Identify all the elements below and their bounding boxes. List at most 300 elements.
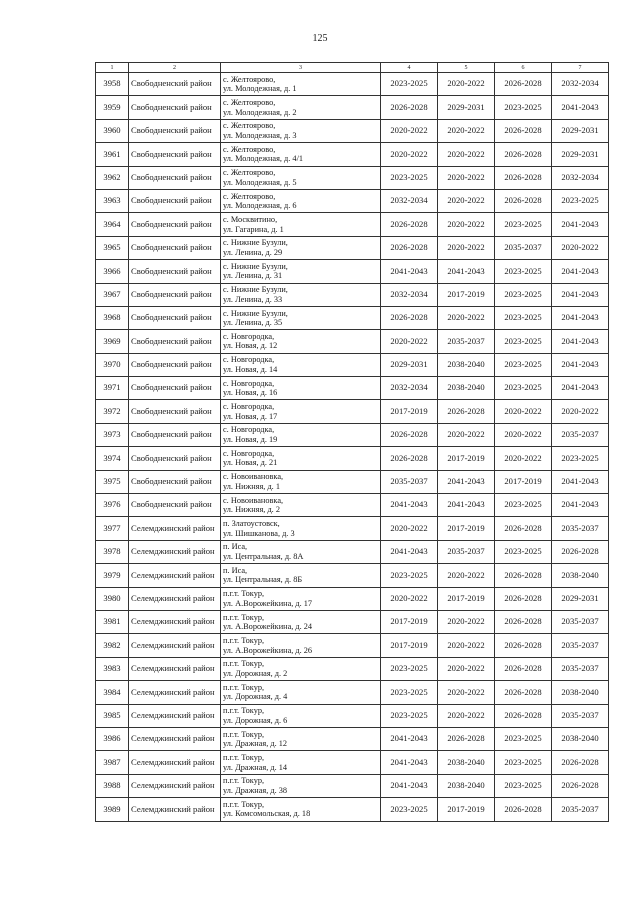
- address-locality: с. Новоивановка,: [223, 472, 284, 482]
- column-number: 1: [96, 63, 129, 73]
- period-cell: 2041-2043: [381, 774, 438, 797]
- row-number: 3981: [96, 610, 129, 633]
- period-cell: 2041-2043: [438, 494, 495, 517]
- table-row: [96, 634, 609, 657]
- address-street: ул. Ленина, д. 29: [223, 247, 283, 257]
- period-cell: 2026-2028: [381, 423, 438, 446]
- address-cell: [221, 564, 381, 587]
- address-locality: п. Иса,: [223, 542, 248, 552]
- district-cell: Свободненский район: [129, 143, 221, 166]
- table-row: [96, 306, 609, 329]
- period-cell: 2020-2022: [438, 119, 495, 142]
- period-cell: 2035-2037: [381, 470, 438, 493]
- period-cell: 2026-2028: [438, 727, 495, 750]
- address-cell: [221, 681, 381, 704]
- address-cell: [221, 330, 381, 353]
- address-street: ул. Дражная, д. 14: [223, 762, 288, 772]
- period-cell: 2020-2022: [438, 213, 495, 236]
- address-street: ул. Молодежная, д. 2: [223, 107, 297, 117]
- address-street: ул. Молодежная, д. 3: [223, 130, 297, 140]
- table-row: [96, 73, 609, 96]
- period-cell: 2023-2025: [381, 564, 438, 587]
- address-locality: с. Желтоярово,: [223, 168, 276, 178]
- period-cell: 2017-2019: [495, 470, 552, 493]
- period-cell: 2035-2037: [552, 704, 609, 727]
- period-cell: 2020-2022: [381, 517, 438, 540]
- address-locality: с. Нижние Бузули,: [223, 238, 288, 248]
- period-cell: 2020-2022: [495, 447, 552, 470]
- address-cell: [221, 704, 381, 727]
- address-locality: с. Новгородка,: [223, 355, 275, 365]
- period-cell: 2026-2028: [495, 517, 552, 540]
- period-cell: 2026-2028: [495, 143, 552, 166]
- table-row: [96, 517, 609, 540]
- address-locality: п.г.т. Токур,: [223, 659, 265, 669]
- address-locality: с. Новгородка,: [223, 331, 275, 341]
- table-row: [96, 236, 609, 259]
- address-cell: [221, 494, 381, 517]
- address-locality: с. Желтоярово,: [223, 144, 276, 154]
- period-cell: 2023-2025: [381, 166, 438, 189]
- address-cell: [221, 236, 381, 259]
- address-locality: с. Нижние Бузули,: [223, 261, 288, 271]
- period-cell: 2035-2037: [552, 610, 609, 633]
- address-cell: [221, 798, 381, 821]
- address-cell: [221, 143, 381, 166]
- address-street: ул. Дорожная, д. 6: [223, 715, 288, 725]
- address-locality: с. Новоивановка,: [223, 495, 284, 505]
- period-cell: 2026-2028: [495, 587, 552, 610]
- period-cell: 2032-2034: [552, 166, 609, 189]
- period-cell: 2026-2028: [495, 657, 552, 680]
- address-cell: [221, 540, 381, 563]
- period-cell: 2041-2043: [552, 330, 609, 353]
- period-cell: 2023-2025: [381, 73, 438, 96]
- table-row: [96, 330, 609, 353]
- district-cell: Свободненский район: [129, 189, 221, 212]
- period-cell: 2032-2034: [381, 377, 438, 400]
- period-cell: 2035-2037: [552, 423, 609, 446]
- row-number: 3984: [96, 681, 129, 704]
- period-cell: 2041-2043: [552, 353, 609, 376]
- row-number: 3972: [96, 400, 129, 423]
- period-cell: 2026-2028: [381, 236, 438, 259]
- period-cell: 2026-2028: [495, 564, 552, 587]
- table-row: [96, 798, 609, 821]
- address-street: ул. Новая, д. 17: [223, 411, 278, 421]
- period-cell: 2041-2043: [381, 751, 438, 774]
- row-number: 3979: [96, 564, 129, 587]
- address-locality: с. Желтоярово,: [223, 121, 276, 131]
- address-locality: п.г.т. Токур,: [223, 706, 265, 716]
- period-cell: 2020-2022: [438, 423, 495, 446]
- district-cell: Селемджинский район: [129, 681, 221, 704]
- address-cell: [221, 260, 381, 283]
- period-cell: 2029-2031: [552, 119, 609, 142]
- district-cell: Селемджинский район: [129, 704, 221, 727]
- period-cell: 2020-2022: [495, 400, 552, 423]
- address-locality: с. Желтоярово,: [223, 191, 276, 201]
- address-cell: [221, 423, 381, 446]
- period-cell: 2017-2019: [438, 517, 495, 540]
- district-cell: Свободненский район: [129, 470, 221, 493]
- address-locality: п. Златоустовск,: [223, 519, 280, 529]
- period-cell: 2041-2043: [552, 213, 609, 236]
- district-cell: Свободненский район: [129, 377, 221, 400]
- district-cell: Селемджинский район: [129, 587, 221, 610]
- address-locality: с. Новгородка,: [223, 378, 275, 388]
- period-cell: 2023-2025: [552, 447, 609, 470]
- address-locality: п.г.т. Токур,: [223, 635, 265, 645]
- address-locality: п.г.т. Токур,: [223, 682, 265, 692]
- district-cell: Свободненский район: [129, 423, 221, 446]
- row-number: 3960: [96, 119, 129, 142]
- address-street: ул. Нижняя, д. 1: [223, 481, 280, 491]
- period-cell: 2020-2022: [438, 564, 495, 587]
- period-cell: 2029-2031: [381, 353, 438, 376]
- row-number: 3973: [96, 423, 129, 446]
- address-cell: [221, 400, 381, 423]
- period-cell: 2026-2028: [552, 751, 609, 774]
- table-row: [96, 166, 609, 189]
- period-cell: 2035-2037: [552, 657, 609, 680]
- table-row: [96, 189, 609, 212]
- address-street: ул. Дражная, д. 12: [223, 739, 288, 749]
- period-cell: 2023-2025: [495, 377, 552, 400]
- period-cell: 2023-2025: [495, 774, 552, 797]
- period-cell: 2038-2040: [552, 564, 609, 587]
- district-cell: Селемджинский район: [129, 610, 221, 633]
- address-street: ул. Дорожная, д. 2: [223, 668, 288, 678]
- period-cell: 2035-2037: [552, 634, 609, 657]
- period-cell: 2020-2022: [438, 73, 495, 96]
- district-cell: Селемджинский район: [129, 751, 221, 774]
- address-cell: [221, 774, 381, 797]
- row-number: 3958: [96, 73, 129, 96]
- row-number: 3970: [96, 353, 129, 376]
- row-number: 3977: [96, 517, 129, 540]
- period-cell: 2020-2022: [438, 236, 495, 259]
- district-cell: Свободненский район: [129, 400, 221, 423]
- address-cell: [221, 610, 381, 633]
- district-cell: Селемджинский район: [129, 540, 221, 563]
- row-number: 3966: [96, 260, 129, 283]
- period-cell: 2023-2025: [381, 798, 438, 821]
- period-cell: 2020-2022: [381, 143, 438, 166]
- period-cell: 2041-2043: [381, 540, 438, 563]
- row-number: 3976: [96, 494, 129, 517]
- district-cell: Свободненский район: [129, 306, 221, 329]
- district-cell: Свободненский район: [129, 213, 221, 236]
- address-street: ул. Новая, д. 19: [223, 435, 278, 445]
- period-cell: 2041-2043: [552, 377, 609, 400]
- address-locality: с. Нижние Бузули,: [223, 308, 288, 318]
- period-cell: 2020-2022: [552, 236, 609, 259]
- table-row: [96, 96, 609, 119]
- period-cell: 2038-2040: [438, 751, 495, 774]
- row-number: 3982: [96, 634, 129, 657]
- address-locality: п.г.т. Токур,: [223, 776, 265, 786]
- address-street: ул. Ленина, д. 31: [223, 271, 283, 281]
- period-cell: 2017-2019: [381, 400, 438, 423]
- period-cell: 2017-2019: [381, 634, 438, 657]
- table-row: [96, 540, 609, 563]
- row-number: 3989: [96, 798, 129, 821]
- table-row: [96, 564, 609, 587]
- district-cell: Селемджинский район: [129, 798, 221, 821]
- column-number: 6: [495, 63, 552, 73]
- district-cell: Свободненский район: [129, 330, 221, 353]
- address-locality: с. Желтоярово,: [223, 74, 276, 84]
- address-street: ул. Центральная, д. 8Б: [223, 575, 303, 585]
- period-cell: 2032-2034: [381, 283, 438, 306]
- address-cell: [221, 587, 381, 610]
- period-cell: 2026-2028: [495, 119, 552, 142]
- address-cell: [221, 73, 381, 96]
- table-row: [96, 587, 609, 610]
- district-cell: Свободненский район: [129, 260, 221, 283]
- table-row: [96, 727, 609, 750]
- column-number: 2: [129, 63, 221, 73]
- row-number: 3980: [96, 587, 129, 610]
- row-number: 3983: [96, 657, 129, 680]
- period-cell: 2023-2025: [495, 283, 552, 306]
- district-cell: Селемджинский район: [129, 657, 221, 680]
- period-cell: 2041-2043: [552, 283, 609, 306]
- row-number: 3987: [96, 751, 129, 774]
- table-row: [96, 119, 609, 142]
- address-cell: [221, 306, 381, 329]
- district-cell: Селемджинский район: [129, 517, 221, 540]
- period-cell: 2023-2025: [381, 704, 438, 727]
- period-cell: 2020-2022: [381, 119, 438, 142]
- address-locality: п.г.т. Токур,: [223, 729, 265, 739]
- address-street: ул. Ленина, д. 35: [223, 318, 283, 328]
- row-number: 3968: [96, 306, 129, 329]
- address-locality: п.г.т. Токур,: [223, 752, 265, 762]
- period-cell: 2041-2043: [552, 470, 609, 493]
- district-cell: Свободненский район: [129, 73, 221, 96]
- period-cell: 2026-2028: [495, 189, 552, 212]
- table-row: [96, 400, 609, 423]
- period-cell: 2041-2043: [552, 260, 609, 283]
- address-cell: [221, 447, 381, 470]
- district-cell: Свободненский район: [129, 119, 221, 142]
- address-locality: п.г.т. Токур,: [223, 799, 265, 809]
- address-street: ул. Комсомольская, д. 18: [223, 809, 311, 819]
- table-row: [96, 751, 609, 774]
- district-cell: Селемджинский район: [129, 564, 221, 587]
- address-locality: с. Нижние Бузули,: [223, 285, 288, 295]
- period-cell: 2026-2028: [381, 447, 438, 470]
- period-cell: 2026-2028: [381, 96, 438, 119]
- period-cell: 2020-2022: [438, 657, 495, 680]
- table-row: [96, 470, 609, 493]
- address-street: ул. Новая, д. 14: [223, 364, 278, 374]
- address-locality: п.г.т. Токур,: [223, 612, 265, 622]
- address-street: ул. Шишканова, д. 3: [223, 528, 295, 538]
- period-cell: 2041-2043: [552, 96, 609, 119]
- period-cell: 2026-2028: [381, 213, 438, 236]
- district-cell: Свободненский район: [129, 283, 221, 306]
- table-row: [96, 283, 609, 306]
- period-cell: 2041-2043: [438, 260, 495, 283]
- period-cell: 2026-2028: [495, 704, 552, 727]
- period-cell: 2026-2028: [495, 634, 552, 657]
- address-street: ул. А.Ворожейкина, д. 17: [223, 598, 313, 608]
- period-cell: 2041-2043: [381, 727, 438, 750]
- table-row: [96, 377, 609, 400]
- period-cell: 2020-2022: [381, 587, 438, 610]
- period-cell: 2017-2019: [438, 283, 495, 306]
- address-cell: [221, 517, 381, 540]
- district-cell: Селемджинский район: [129, 774, 221, 797]
- period-cell: 2038-2040: [552, 727, 609, 750]
- period-cell: 2020-2022: [381, 330, 438, 353]
- row-number: 3988: [96, 774, 129, 797]
- period-cell: 2029-2031: [552, 587, 609, 610]
- table-row: [96, 657, 609, 680]
- district-cell: Свободненский район: [129, 236, 221, 259]
- period-cell: 2026-2028: [495, 73, 552, 96]
- address-street: ул. Новая, д. 12: [223, 341, 278, 351]
- district-cell: Свободненский район: [129, 447, 221, 470]
- period-cell: 2023-2025: [495, 540, 552, 563]
- period-cell: 2026-2028: [381, 306, 438, 329]
- period-cell: 2041-2043: [552, 306, 609, 329]
- address-cell: [221, 470, 381, 493]
- period-cell: 2017-2019: [438, 798, 495, 821]
- period-cell: 2023-2025: [495, 330, 552, 353]
- period-cell: 2035-2037: [438, 330, 495, 353]
- period-cell: 2038-2040: [438, 353, 495, 376]
- period-cell: 2023-2025: [495, 727, 552, 750]
- address-cell: [221, 189, 381, 212]
- row-number: 3969: [96, 330, 129, 353]
- period-cell: 2017-2019: [438, 587, 495, 610]
- address-street: ул. Дражная, д. 38: [223, 785, 288, 795]
- address-street: ул. Нижняя, д. 2: [223, 505, 280, 515]
- address-street: ул. Молодежная, д. 5: [223, 177, 297, 187]
- period-cell: 2017-2019: [438, 447, 495, 470]
- period-cell: 2023-2025: [495, 213, 552, 236]
- period-cell: 2023-2025: [495, 260, 552, 283]
- period-cell: 2020-2022: [438, 610, 495, 633]
- period-cell: 2020-2022: [438, 634, 495, 657]
- period-cell: 2035-2037: [438, 540, 495, 563]
- period-cell: 2026-2028: [495, 681, 552, 704]
- address-cell: [221, 213, 381, 236]
- row-number: 3964: [96, 213, 129, 236]
- column-number: 5: [438, 63, 495, 73]
- period-cell: 2026-2028: [438, 400, 495, 423]
- row-number: 3985: [96, 704, 129, 727]
- district-cell: Свободненский район: [129, 494, 221, 517]
- address-street: ул. Новая, д. 16: [223, 388, 278, 398]
- address-cell: [221, 119, 381, 142]
- address-cell: [221, 96, 381, 119]
- period-cell: 2017-2019: [381, 610, 438, 633]
- table-row: [96, 494, 609, 517]
- district-cell: Свободненский район: [129, 166, 221, 189]
- period-cell: 2032-2034: [552, 73, 609, 96]
- period-cell: 2032-2034: [381, 189, 438, 212]
- period-cell: 2020-2022: [438, 681, 495, 704]
- address-street: ул. Дорожная, д. 4: [223, 692, 288, 702]
- period-cell: 2035-2037: [552, 517, 609, 540]
- table-row: [96, 704, 609, 727]
- address-cell: [221, 727, 381, 750]
- period-cell: 2026-2028: [552, 774, 609, 797]
- address-locality: с. Москвитино,: [223, 214, 278, 224]
- address-locality: п.г.т. Токур,: [223, 589, 265, 599]
- period-cell: 2041-2043: [381, 494, 438, 517]
- table-row: [96, 143, 609, 166]
- column-number: 4: [381, 63, 438, 73]
- period-cell: 2038-2040: [438, 377, 495, 400]
- column-number: 7: [552, 63, 609, 73]
- period-cell: 2023-2025: [381, 681, 438, 704]
- row-number: 3971: [96, 377, 129, 400]
- period-cell: 2026-2028: [495, 166, 552, 189]
- row-number: 3975: [96, 470, 129, 493]
- period-cell: 2020-2022: [438, 143, 495, 166]
- address-cell: [221, 166, 381, 189]
- period-cell: 2023-2025: [495, 96, 552, 119]
- address-cell: [221, 353, 381, 376]
- address-cell: [221, 634, 381, 657]
- row-number: 3965: [96, 236, 129, 259]
- address-locality: с. Новгородка,: [223, 402, 275, 412]
- period-cell: 2023-2025: [495, 751, 552, 774]
- address-street: ул. А.Ворожейкина, д. 26: [223, 645, 313, 655]
- address-locality: с. Новгородка,: [223, 448, 275, 458]
- period-cell: 2020-2022: [438, 189, 495, 212]
- address-cell: [221, 657, 381, 680]
- period-cell: 2041-2043: [381, 260, 438, 283]
- period-cell: 2023-2025: [381, 657, 438, 680]
- period-cell: 2020-2022: [438, 704, 495, 727]
- row-number: 3974: [96, 447, 129, 470]
- page-number: 125: [312, 33, 328, 44]
- period-cell: 2026-2028: [495, 610, 552, 633]
- table-row: [96, 353, 609, 376]
- address-street: ул. Молодежная, д. 4/1: [223, 154, 304, 164]
- period-cell: 2026-2028: [552, 540, 609, 563]
- table-row: [96, 681, 609, 704]
- table-row: [96, 260, 609, 283]
- row-number: 3986: [96, 727, 129, 750]
- row-number: 3963: [96, 189, 129, 212]
- address-street: ул. Гагарина, д. 1: [223, 224, 284, 234]
- table-row: [96, 213, 609, 236]
- district-cell: Свободненский район: [129, 96, 221, 119]
- address-locality: с. Новгородка,: [223, 425, 275, 435]
- row-number: 3967: [96, 283, 129, 306]
- period-cell: 2041-2043: [552, 494, 609, 517]
- column-number-header-row: [96, 63, 609, 73]
- district-cell: Селемджинский район: [129, 727, 221, 750]
- address-street: ул. Молодежная, д. 1: [223, 84, 297, 94]
- period-cell: 2038-2040: [552, 681, 609, 704]
- period-cell: 2041-2043: [438, 470, 495, 493]
- period-cell: 2023-2025: [495, 353, 552, 376]
- table-row: [96, 610, 609, 633]
- address-street: ул. Молодежная, д. 6: [223, 201, 297, 211]
- period-cell: 2035-2037: [552, 798, 609, 821]
- district-cell: Свободненский район: [129, 353, 221, 376]
- period-cell: 2020-2022: [438, 306, 495, 329]
